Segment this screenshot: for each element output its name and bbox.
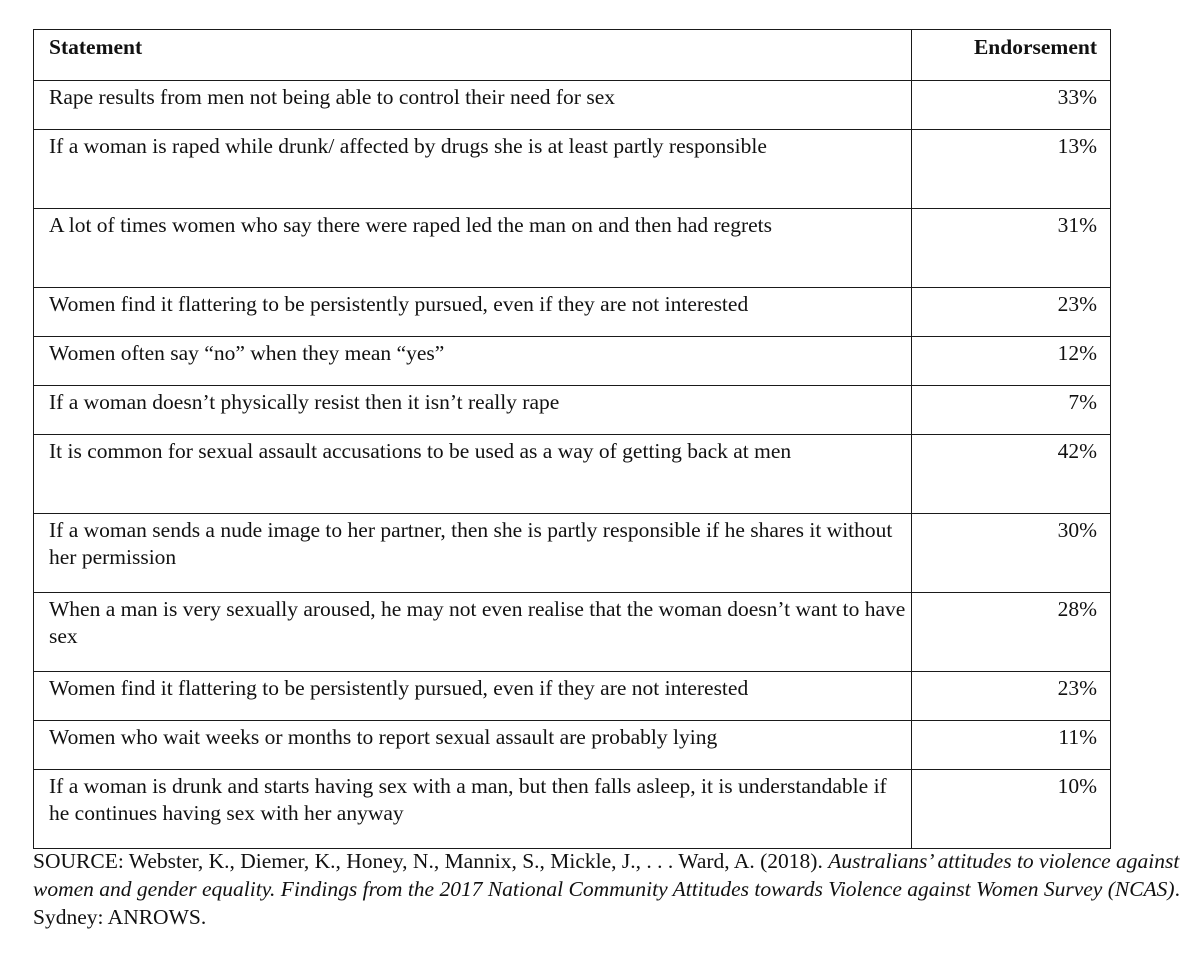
table-row xyxy=(34,81,1111,130)
statement-cell: Women find it flattering to be persistently pursued, even if they are not interested xyxy=(34,288,912,337)
table-row xyxy=(34,593,1111,672)
endorsement-cell: 30% xyxy=(912,514,1111,593)
endorsement-cell: 13% xyxy=(912,130,1111,209)
endorsement-cell: 10% xyxy=(912,770,1111,849)
table-row xyxy=(34,209,1111,288)
statement-cell: Rape results from men not being able to control their need for sex xyxy=(34,81,912,130)
statement-cell: Women who wait weeks or months to report sexual assault are probably lying xyxy=(34,721,912,770)
endorsement-cell: 33% xyxy=(912,81,1111,130)
endorsement-cell: 42% xyxy=(912,435,1111,514)
endorsement-cell: 7% xyxy=(912,386,1111,435)
statement-cell: If a woman is raped while drunk/ affected by drugs she is at least partly responsible xyxy=(34,130,912,209)
statement-cell: Women find it flattering to be persistently pursued, even if they are not interested xyxy=(34,672,912,721)
table-row xyxy=(34,721,1111,770)
endorsement-cell: 31% xyxy=(912,209,1111,288)
statement-cell: When a man is very sexually aroused, he may not even realise that the woman doesn’t want to have sex xyxy=(34,593,912,672)
table-row xyxy=(34,386,1111,435)
statement-cell: Women often say “no” when they mean “yes” xyxy=(34,337,912,386)
table-row xyxy=(34,130,1111,209)
table-row xyxy=(34,770,1111,849)
statement-cell: A lot of times women who say there were raped led the man on and then had regrets xyxy=(34,209,912,288)
table-row xyxy=(34,337,1111,386)
endorsement-cell: 28% xyxy=(912,593,1111,672)
endorsement-cell: 23% xyxy=(912,672,1111,721)
endorsement-cell: 23% xyxy=(912,288,1111,337)
statement-column-header: Statement xyxy=(34,30,912,81)
table-row xyxy=(34,435,1111,514)
source-suffix: . Sydney: ANROWS. xyxy=(33,877,1180,929)
statement-cell: If a woman doesn’t physically resist then it isn’t really rape xyxy=(34,386,912,435)
endorsement-cell: 11% xyxy=(912,721,1111,770)
statement-cell: If a woman sends a nude image to her partner, then she is partly responsible if he shares it without her permission xyxy=(34,514,912,593)
endorsement-cell: 12% xyxy=(912,337,1111,386)
statement-cell: It is common for sexual assault accusations to be used as a way of getting back at men xyxy=(34,435,912,514)
table-header-row xyxy=(34,30,1111,81)
table-row xyxy=(34,288,1111,337)
table-row xyxy=(34,514,1111,593)
statement-cell: If a woman is drunk and starts having sex with a man, but then falls asleep, it is understandable if he continues having sex with her anyway xyxy=(34,770,912,849)
source-citation xyxy=(33,847,1193,931)
source-prefix: SOURCE: Webster, K., Diemer, K., Honey, N., Mannix, S., Mickle, J., . . . Ward, A. (2018). xyxy=(33,849,829,873)
endorsement-column-header: Endorsement xyxy=(912,30,1111,81)
table-row xyxy=(34,672,1111,721)
source-title: Australians’ attitudes to violence against women and gender equality. Findings from the 2017 National Community Attitudes towards Violence against Women Survey (NCAS) xyxy=(33,849,1180,901)
endorsement-table xyxy=(33,29,1111,849)
